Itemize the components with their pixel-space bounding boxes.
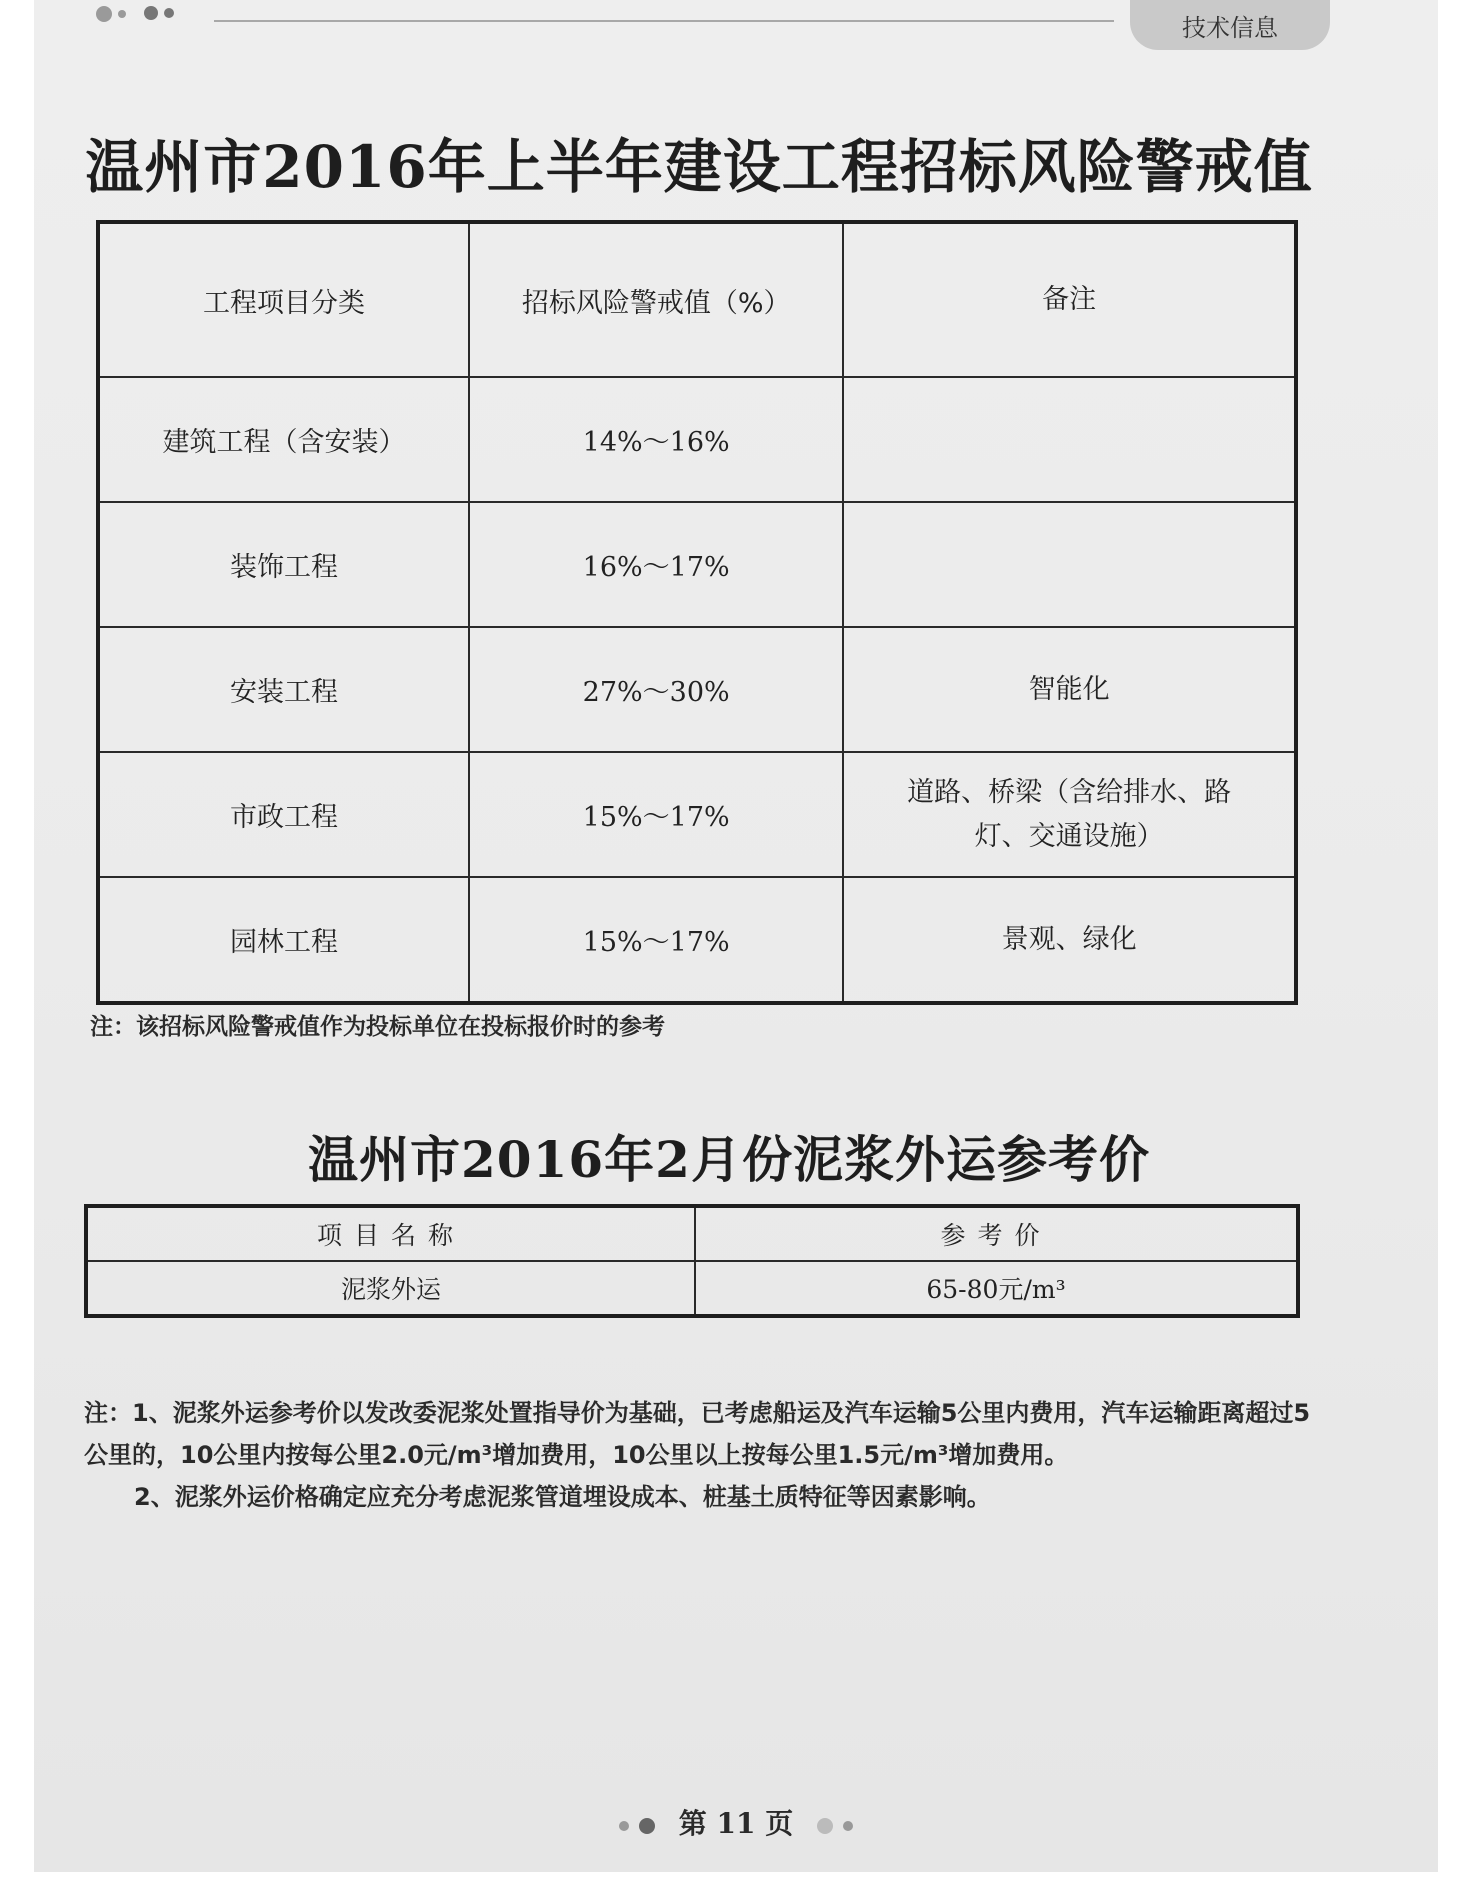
footer-dot-decoration bbox=[619, 1821, 629, 1831]
risk-threshold-table bbox=[96, 220, 1298, 1005]
footer-dot-decoration bbox=[639, 1818, 655, 1834]
footer-dot-decoration bbox=[843, 1821, 853, 1831]
table-header-row bbox=[86, 1206, 1298, 1261]
column-header-category: 工程项目分类 bbox=[98, 222, 469, 377]
category-cell: 市政工程 bbox=[98, 752, 469, 877]
table-row bbox=[98, 877, 1296, 1003]
remark-cell: 景观、绿化 bbox=[843, 877, 1296, 1003]
slurry-notes bbox=[84, 1392, 1324, 1518]
threshold-cell: 14%～16% bbox=[469, 377, 843, 502]
footer-dot-decoration bbox=[817, 1818, 833, 1834]
category-cell: 装饰工程 bbox=[98, 502, 469, 627]
price-cell: 65-80元/m³ bbox=[695, 1261, 1298, 1316]
column-header-item: 项目名称 bbox=[86, 1206, 695, 1261]
table-row bbox=[98, 627, 1296, 752]
remark-cell bbox=[843, 377, 1296, 502]
page-number: 第 11 页 bbox=[678, 1807, 794, 1840]
header-rule bbox=[214, 20, 1114, 22]
risk-table-title: 温州市2016年上半年建设工程招标风险警戒值 bbox=[85, 133, 1313, 201]
table-row bbox=[98, 502, 1296, 627]
category-cell: 园林工程 bbox=[98, 877, 469, 1003]
category-cell: 安装工程 bbox=[98, 627, 469, 752]
section-badge: 技术信息 bbox=[1130, 0, 1330, 50]
table-row bbox=[86, 1261, 1298, 1316]
remark-cell: 道路、桥梁（含给排水、路灯、交通设施） bbox=[843, 752, 1296, 877]
remark-cell bbox=[843, 502, 1296, 627]
slurry-note-1: 注：1、泥浆外运参考价以发改委泥浆处置指导价为基础，已考虑船运及汽车运输5公里内费用，汽车运输距离超过5公里的，10公里内按每公里2.0元/m³增加费用，10公里以上按每公里1.5元/m³增加费用。 bbox=[84, 1399, 1311, 1469]
threshold-cell: 15%～17% bbox=[469, 877, 843, 1003]
column-header-threshold: 招标风险警戒值（%） bbox=[469, 222, 843, 377]
item-cell: 泥浆外运 bbox=[86, 1261, 695, 1316]
table-header-row bbox=[98, 222, 1296, 377]
category-cell: 建筑工程（含安装） bbox=[98, 377, 469, 502]
threshold-cell: 16%～17% bbox=[469, 502, 843, 627]
slurry-note-2: 2、泥浆外运价格确定应充分考虑泥浆管道埋设成本、桩基土质特征等因素影响。 bbox=[134, 1483, 991, 1511]
page-footer bbox=[34, 1802, 1438, 1842]
column-header-price: 参考价 bbox=[695, 1206, 1298, 1261]
slurry-price-table bbox=[84, 1204, 1300, 1318]
threshold-cell: 27%～30% bbox=[469, 627, 843, 752]
column-header-remark: 备注 bbox=[843, 222, 1296, 377]
risk-table-note: 注：该招标风险警戒值作为投标单位在投标报价时的参考 bbox=[90, 1014, 665, 1040]
threshold-cell: 15%～17% bbox=[469, 752, 843, 877]
slurry-table-title: 温州市2016年2月份泥浆外运参考价 bbox=[308, 1130, 1150, 1189]
table-row bbox=[98, 377, 1296, 502]
table-row bbox=[98, 752, 1296, 877]
document-page bbox=[34, 0, 1438, 1872]
remark-cell: 智能化 bbox=[843, 627, 1296, 752]
